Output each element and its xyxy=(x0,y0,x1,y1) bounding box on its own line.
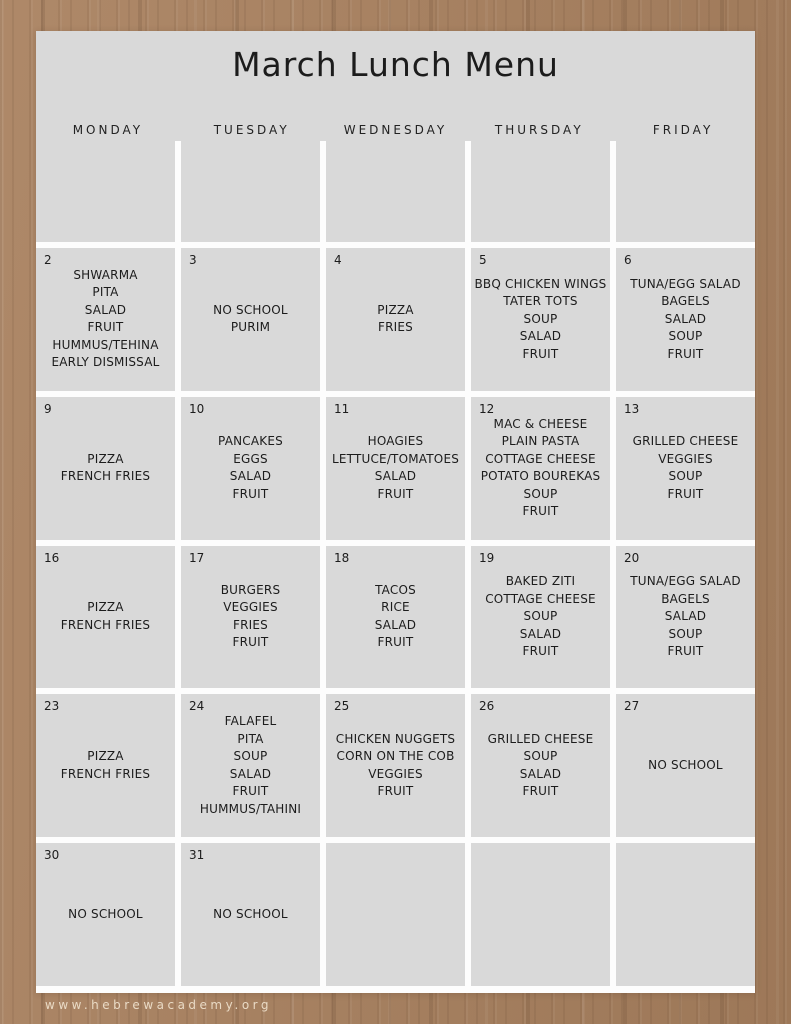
menu-items xyxy=(616,276,755,364)
menu-item: FRUIT xyxy=(232,784,269,799)
menu-item: BURGERS xyxy=(220,582,281,597)
menu-items xyxy=(36,906,175,924)
menu-item: POTATO BOUREKAS xyxy=(480,469,601,484)
weekday-header-row xyxy=(36,123,755,137)
menu-item: PLAIN PASTA xyxy=(501,434,580,449)
menu-item: FRENCH FRIES xyxy=(60,617,151,632)
menu-item: FRUIT xyxy=(232,486,269,501)
weekday-wednesday: WEDNESDAY xyxy=(343,123,448,137)
calendar-cell xyxy=(616,248,755,391)
menu-items xyxy=(36,451,175,486)
menu-item: SALAD xyxy=(84,302,127,317)
date-number: 30 xyxy=(44,848,60,863)
date-number: 19 xyxy=(479,550,495,565)
menu-items xyxy=(616,573,755,661)
menu-item: SOUP xyxy=(523,749,558,764)
calendar-cell xyxy=(616,843,755,986)
menu-items xyxy=(181,582,320,652)
menu-items xyxy=(471,731,610,801)
menu-item: TUNA/EGG SALAD xyxy=(630,574,741,589)
date-number: 13 xyxy=(624,401,640,416)
calendar-cell xyxy=(326,843,465,986)
menu-item: CHICKEN NUGGETS xyxy=(335,731,456,746)
menu-item: SOUP xyxy=(668,626,703,641)
weekday-thursday: THURSDAY xyxy=(494,123,584,137)
menu-board xyxy=(36,31,755,993)
calendar-cell xyxy=(471,546,610,689)
menu-items xyxy=(471,573,610,661)
date-number: 23 xyxy=(44,699,60,714)
menu-items xyxy=(471,276,610,364)
calendar-cell xyxy=(616,694,755,837)
date-number: 6 xyxy=(624,253,632,267)
menu-item: FRENCH FRIES xyxy=(60,766,151,781)
calendar-cell xyxy=(616,141,755,242)
menu-item: FRUIT xyxy=(377,486,414,501)
menu-item: VEGGIES xyxy=(658,451,713,466)
menu-item: SALAD xyxy=(519,329,562,344)
menu-item: HOAGIES xyxy=(367,434,424,449)
menu-item: COTTAGE CHEESE xyxy=(485,451,596,466)
website-url: www.hebrewacademy.org xyxy=(45,998,273,1012)
menu-item: PITA xyxy=(237,731,264,746)
menu-items xyxy=(326,731,465,801)
menu-item: SOUP xyxy=(233,749,268,764)
menu-item: FRUIT xyxy=(522,504,559,519)
menu-item: SALAD xyxy=(664,311,707,326)
calendar-cell xyxy=(471,141,610,242)
menu-items xyxy=(616,433,755,503)
calendar-cell xyxy=(326,248,465,391)
menu-items xyxy=(181,906,320,924)
menu-item: COTTAGE CHEESE xyxy=(485,591,596,606)
calendar-cell xyxy=(471,397,610,540)
menu-item: FRENCH FRIES xyxy=(60,469,151,484)
menu-item: PIZZA xyxy=(87,451,124,466)
weekday-tuesday: TUESDAY xyxy=(213,123,290,137)
page-title: March Lunch Menu xyxy=(232,45,559,84)
menu-item: HUMMUS/TEHINA xyxy=(52,337,159,352)
calendar-cell xyxy=(36,843,175,986)
menu-item: EGGS xyxy=(233,451,268,466)
calendar-cell xyxy=(471,248,610,391)
calendar-cell xyxy=(326,397,465,540)
menu-item: FRUIT xyxy=(667,644,704,659)
calendar-cell xyxy=(36,546,175,689)
date-number: 18 xyxy=(334,550,350,565)
menu-item: FRUIT xyxy=(377,635,414,650)
calendar-cell xyxy=(181,843,320,986)
menu-item: FRUIT xyxy=(522,346,559,361)
menu-items xyxy=(326,582,465,652)
calendar-cell xyxy=(181,546,320,689)
menu-item: FRUIT xyxy=(667,346,704,361)
menu-item: BAKED ZITI xyxy=(505,574,576,589)
menu-item: HUMMUS/TAHINI xyxy=(199,801,302,816)
menu-item: VEGGIES xyxy=(368,766,423,781)
date-number: 24 xyxy=(189,699,205,714)
menu-item: PIZZA xyxy=(377,302,414,317)
date-number: 5 xyxy=(479,253,487,267)
calendar-header xyxy=(36,31,755,141)
menu-item: PIZZA xyxy=(87,600,124,615)
menu-items xyxy=(326,302,465,337)
menu-item: FRIES xyxy=(378,320,413,335)
menu-item: PURIM xyxy=(230,320,271,335)
menu-item: SALAD xyxy=(374,617,417,632)
menu-item: TACOS xyxy=(375,582,416,597)
menu-items xyxy=(181,302,320,337)
menu-items xyxy=(36,748,175,783)
date-number: 4 xyxy=(334,253,342,267)
calendar-cell xyxy=(471,843,610,986)
calendar-cell xyxy=(181,141,320,242)
menu-item: GRILLED CHEESE xyxy=(632,434,739,449)
menu-item: SALAD xyxy=(519,626,562,641)
date-number: 31 xyxy=(189,848,205,863)
calendar-cell xyxy=(36,248,175,391)
menu-item: NO SCHOOL xyxy=(68,906,143,921)
menu-item: FRUIT xyxy=(522,644,559,659)
calendar-cell xyxy=(36,141,175,242)
menu-item: SOUP xyxy=(523,609,558,624)
calendar-cell xyxy=(181,397,320,540)
menu-items xyxy=(36,599,175,634)
menu-item: NO SCHOOL xyxy=(648,758,723,773)
menu-items xyxy=(36,267,175,372)
menu-item: NO SCHOOL xyxy=(213,302,288,317)
calendar-cell xyxy=(181,694,320,837)
calendar-cell xyxy=(471,694,610,837)
menu-item: BAGELS xyxy=(661,294,710,309)
menu-item: SHWARMA xyxy=(73,267,138,282)
date-number: 17 xyxy=(189,550,205,565)
calendar-cell xyxy=(326,546,465,689)
menu-item: BAGELS xyxy=(661,591,710,606)
menu-item: PITA xyxy=(92,285,119,300)
menu-item: GRILLED CHEESE xyxy=(487,731,594,746)
date-number: 20 xyxy=(624,550,640,565)
date-number: 10 xyxy=(189,401,205,416)
date-number: 9 xyxy=(44,401,52,416)
menu-item: BBQ CHICKEN WINGS xyxy=(474,276,607,291)
menu-item: EARLY DISMISSAL xyxy=(51,355,160,370)
menu-item: MAC & CHEESE xyxy=(493,416,588,431)
menu-item: PIZZA xyxy=(87,749,124,764)
menu-item: FRUIT xyxy=(377,784,414,799)
menu-item: TATER TOTS xyxy=(503,294,578,309)
menu-items xyxy=(326,433,465,503)
calendar-cell xyxy=(181,248,320,391)
calendar-grid xyxy=(36,141,755,993)
date-number: 12 xyxy=(479,401,495,416)
calendar-cell xyxy=(326,694,465,837)
menu-item: LETTUCE/TOMATOES xyxy=(331,451,460,466)
menu-item: NO SCHOOL xyxy=(213,906,288,921)
menu-items xyxy=(616,757,755,775)
menu-item: SALAD xyxy=(229,766,272,781)
menu-item: SALAD xyxy=(664,609,707,624)
date-number: 25 xyxy=(334,699,350,714)
weekday-friday: FRIDAY xyxy=(652,123,714,137)
menu-item: FRUIT xyxy=(522,784,559,799)
menu-item: FRUIT xyxy=(232,635,269,650)
menu-items xyxy=(181,433,320,503)
menu-item: FALAFEL xyxy=(224,714,277,729)
date-number: 27 xyxy=(624,699,640,714)
menu-items xyxy=(471,416,610,521)
calendar-cell xyxy=(326,141,465,242)
menu-items xyxy=(181,713,320,818)
date-number: 11 xyxy=(334,401,350,416)
menu-item: SOUP xyxy=(523,311,558,326)
menu-item: FRUIT xyxy=(667,486,704,501)
menu-item: CORN ON THE COB xyxy=(336,749,455,764)
menu-item: FRIES xyxy=(233,617,268,632)
calendar-cell xyxy=(36,397,175,540)
date-number: 16 xyxy=(44,550,60,565)
menu-item: PANCAKES xyxy=(218,434,283,449)
menu-item: FRUIT xyxy=(87,320,124,335)
weekday-monday: MONDAY xyxy=(72,123,144,137)
menu-item: SALAD xyxy=(229,469,272,484)
date-number: 3 xyxy=(189,253,197,267)
calendar-cell xyxy=(616,397,755,540)
menu-item: SOUP xyxy=(668,329,703,344)
menu-item: SOUP xyxy=(523,486,558,501)
calendar-cell xyxy=(36,694,175,837)
menu-item: SALAD xyxy=(519,766,562,781)
menu-item: TUNA/EGG SALAD xyxy=(630,276,741,291)
menu-item: VEGGIES xyxy=(223,600,278,615)
date-number: 26 xyxy=(479,699,495,714)
menu-item: RICE xyxy=(381,600,410,615)
date-number: 2 xyxy=(44,253,52,267)
menu-item: SALAD xyxy=(374,469,417,484)
menu-item: SOUP xyxy=(668,469,703,484)
calendar-cell xyxy=(616,546,755,689)
